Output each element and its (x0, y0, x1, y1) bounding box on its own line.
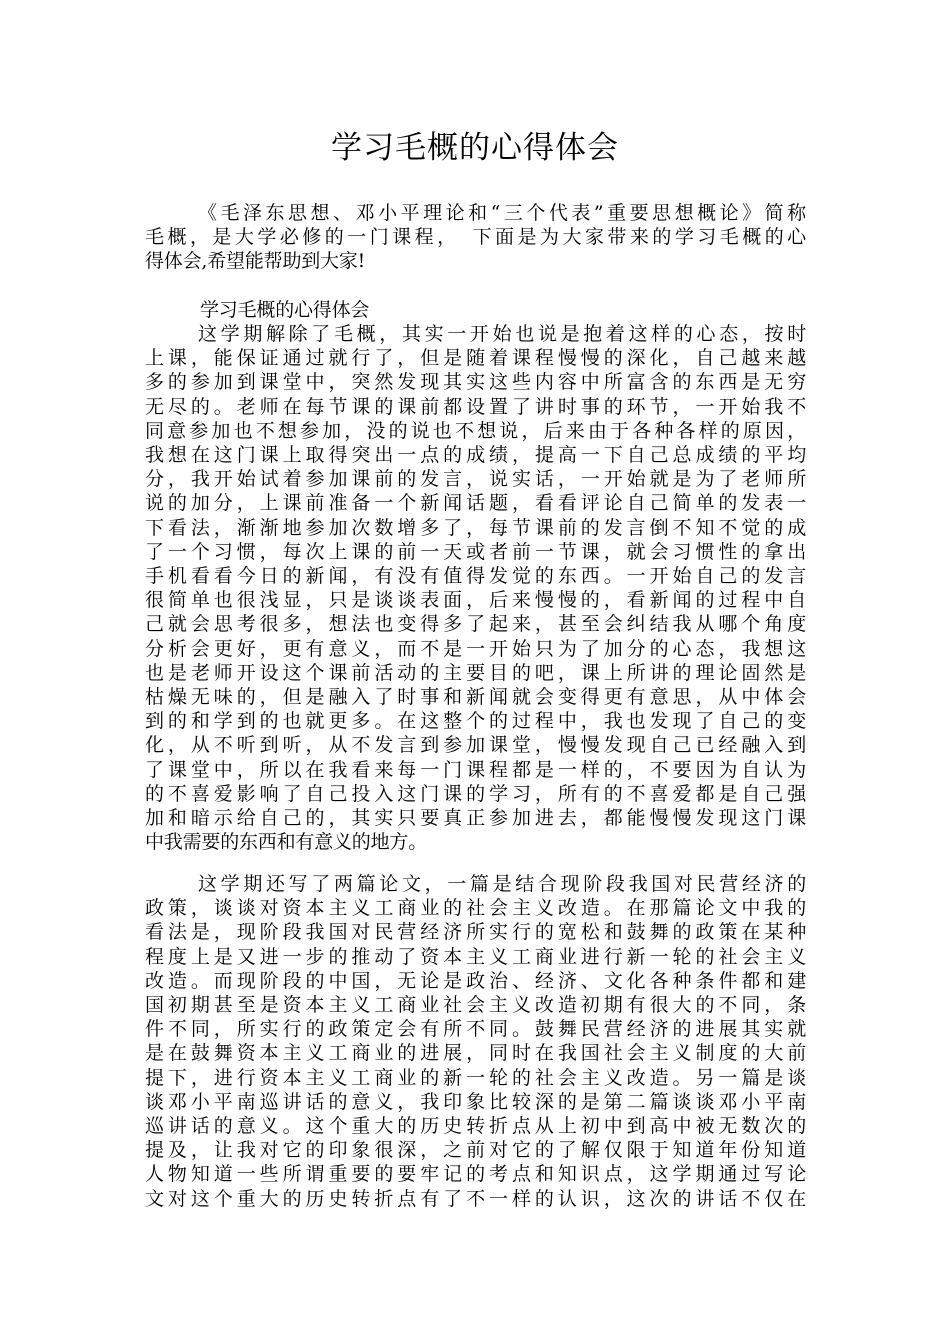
intro-line: 得体会,希望能帮助到大家! (145, 250, 366, 273)
paragraph-line: 看法是，现阶段我国对民营经济所实行的宽松和鼓舞的政策在某种 (145, 921, 806, 944)
paragraph-line: 是在鼓舞资本主义工商业的进展，同时在我国社会主义制度的大前 (145, 1042, 806, 1065)
paragraph-line: 很简单也很浅显，只是谈谈表面，后来慢慢的，看新闻的过程中自 (145, 589, 806, 612)
paragraph-line: 多的参加到课堂中，突然发现其实这些内容中所富含的东西是无穷 (145, 371, 806, 394)
paragraph-line: 加和暗示给自己的，其实只要真正参加进去，都能慢慢发现这门课 (145, 807, 806, 830)
paragraph-line: 化，从不听到听，从不发言到参加课堂，慢慢发现自己已经融入到 (145, 734, 806, 757)
paragraph-line: 国初期甚至是资本主义工商业社会主义改造初期有很大的不同，条 (145, 994, 806, 1017)
paragraph-line: 这学期还写了两篇论文，一篇是结合现阶段我国对民营经济的 (198, 873, 806, 895)
intro-line: 《毛泽东思想、邓小平理论和“三个代表”重要思想概论》简称 (198, 202, 806, 224)
paragraph-line: 政策，谈谈对资本主义工商业的社会主义改造。在那篇论文中我的 (145, 897, 806, 920)
intro-line: 毛概，是大学必修的一门课程， 下面是为大家带来的学习毛概的心 (145, 226, 806, 249)
paragraph-line: 己就会思考很多，想法也变得多了起来，甚至会纠结我从哪个角度 (145, 613, 806, 636)
paragraph-line: 同意参加也不想参加，没的说也不想说，后来由于各种各样的原因， (145, 419, 806, 442)
paragraph-line: 说的加分，上课前准备一个新闻话题，看看评论自己简单的发表一 (145, 492, 806, 515)
paragraph-line: 手机看看今日的新闻，有没有值得发觉的东西。一开始自己的发言 (145, 565, 806, 588)
paragraph-line: 文对这个重大的历史转折点有了不一样的认识，这次的讲话不仅在 (145, 1187, 806, 1210)
paragraph-line: 枯燥无味的，但是融入了时事和新闻就会变得更有意思，从中体会 (145, 686, 806, 709)
paragraph-line: 下看法，渐渐地参加次数增多了，每节课前的发言倒不知不觉的成 (145, 516, 806, 539)
paragraph-line: 也是老师开设这个课前活动的主要目的吧，课上所讲的理论固然是 (145, 661, 806, 684)
paragraph-line: 我想在这门课上取得突出一点的成绩，提高一下自己总成绩的平均 (145, 444, 806, 467)
paragraph-line: 程度上是又进一步的推动了资本主义工商业进行新一轮的社会主义 (145, 945, 806, 968)
body-paragraph-2 (145, 872, 806, 1211)
document-title: 学习毛概的心得体会 (331, 130, 619, 166)
paragraph-line: 无尽的。老师在每节课的课前都设置了讲时事的环节，一开始我不 (145, 395, 806, 418)
paragraph-line: 了课堂中，所以在我看来每一门课程都是一样的，不要因为自认为 (145, 758, 806, 781)
paragraph-line: 提及，让我对它的印象很深，之前对它的了解仅限于知道年份知道 (145, 1139, 806, 1162)
section-subheading: 学习毛概的心得体会 (200, 299, 370, 321)
paragraph-line: 提下，进行资本主义工商业的新一轮的社会主义改造。另一篇是谈 (145, 1066, 806, 1089)
paragraph-line: 上课，能保证通过就行了，但是随着课程慢慢的深化，自己越来越 (145, 347, 806, 370)
paragraph-line: 巡讲话的意义。这个重大的历史转折点从上初中到高中被无数次的 (145, 1115, 806, 1138)
paragraph-line: 中我需要的东西和有意义的地方。 (145, 831, 428, 854)
paragraph-line: 人物知道一些所谓重要的要牢记的考点和知识点，这学期通过写论 (145, 1163, 806, 1186)
paragraph-line: 了一个习惯，每次上课的前一天或者前一节课，就会习惯性的拿出 (145, 540, 806, 563)
paragraph-line: 件不同，所实行的政策定会有所不同。鼓舞民营经济的进展其实就 (145, 1018, 806, 1041)
intro-paragraph (145, 201, 806, 274)
body-paragraph-1 (145, 322, 806, 854)
paragraph-line: 改造。而现阶段的中国，无论是政治、经济、文化各种条件都和建 (145, 969, 806, 992)
paragraph-line: 的不喜爱影响了自己投入这门课的学习，所有的不喜爱都是自己强 (145, 782, 806, 805)
paragraph-line: 分析会更好，更有意义，而不是一开始只为了加分的心态，我想这 (145, 637, 806, 660)
paragraph-line: 到的和学到的也就更多。在这整个的过程中，我也发现了自己的变 (145, 710, 806, 733)
paragraph-line: 这学期解除了毛概，其实一开始也说是抱着这样的心态，按时 (198, 323, 806, 345)
paragraph-line: 分，我开始试着参加课前的发言，说实话，一开始就是为了老师所 (145, 468, 806, 491)
paragraph-line: 谈邓小平南巡讲话的意义，我印象比较深的是第二篇谈谈邓小平南 (145, 1090, 806, 1113)
